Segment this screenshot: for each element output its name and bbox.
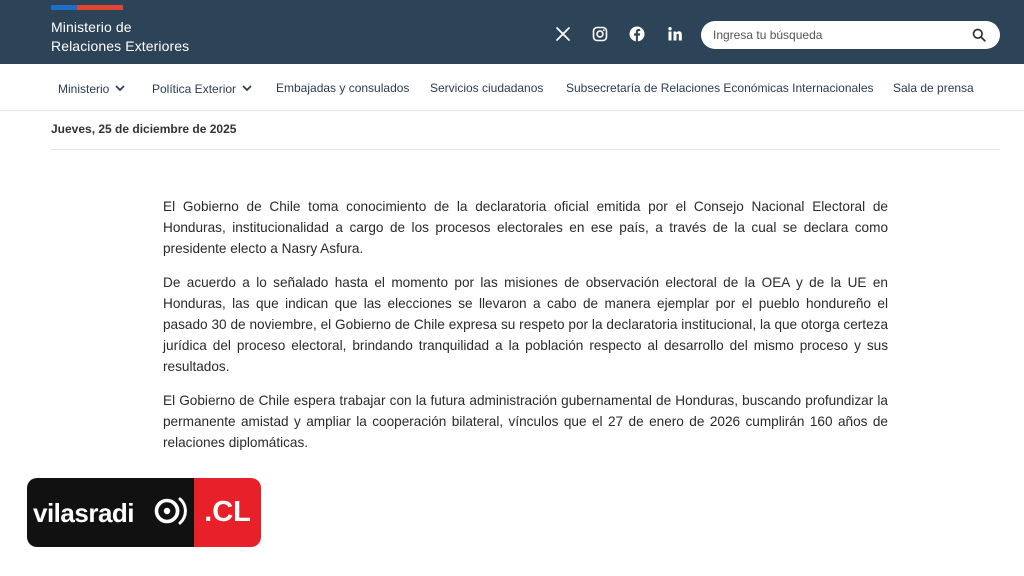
flag-stripe-blue	[51, 5, 77, 10]
facebook-icon[interactable]	[629, 26, 645, 42]
nav-item-servicios[interactable]: Servicios ciudadanos	[430, 81, 544, 95]
flag-stripe	[51, 5, 123, 10]
vilasradio-watermark	[27, 478, 261, 547]
divider	[51, 149, 1000, 150]
logo-line-1: Ministerio de	[51, 19, 132, 35]
watermark-brand: vilasradi	[33, 498, 135, 528]
nav-item-label: Política Exterior	[152, 82, 237, 96]
nav-item-sala-de-prensa[interactable]: Sala de prensa	[893, 81, 974, 95]
nav-item-politica-exterior[interactable]	[152, 81, 252, 96]
linkedin-icon[interactable]	[667, 26, 683, 42]
x-icon[interactable]	[555, 26, 571, 42]
site-header	[0, 0, 1024, 64]
flag-stripe-red	[77, 5, 123, 10]
watermark-suffix: .CL	[204, 496, 251, 528]
watermark-right-panel	[194, 478, 261, 547]
ministry-logo[interactable]	[51, 18, 189, 56]
main-nav	[0, 64, 1024, 111]
article-date: Jueves, 25 de diciembre de 2025	[51, 122, 237, 136]
radio-wave-icon	[153, 492, 189, 530]
article-paragraph: El Gobierno de Chile toma conocimiento de la declaratoria oficial emitida por el Consejo Nacional Electoral de Honduras, institucionalidad a cargo de los procesos electorales en ese país, a través de la cual se declara como presidente electo a Nasry Asfura.	[163, 199, 888, 256]
search-box	[701, 21, 1000, 49]
logo-line-2: Relaciones Exteriores	[51, 38, 190, 54]
chevron-down-icon	[242, 81, 252, 95]
nav-item-ministerio[interactable]	[58, 81, 125, 96]
chevron-down-icon	[115, 81, 125, 95]
nav-item-label: Ministerio	[58, 82, 110, 96]
article-paragraph: El Gobierno de Chile espera trabajar con la futura administración gubernamental de Honduras, buscando profundizar la permanente amistad y ampliar la cooperación bilateral, vínculos que el 27 de enero de 2026 cumplirán 160 años de relaciones diplomáticas.	[163, 393, 888, 450]
search-icon[interactable]	[972, 28, 986, 42]
article-body	[163, 196, 888, 466]
nav-item-subsecretaria[interactable]: Subsecretaría de Relaciones Económicas Internacionales	[566, 81, 874, 95]
search-input[interactable]	[713, 21, 963, 49]
watermark-left-panel	[27, 478, 194, 547]
article-paragraph: De acuerdo a lo señalado hasta el momento por las misiones de observación electoral de la OEA y de la UE en Honduras, las que indican que las elecciones se llevaron a cabo de manera ejemplar por el pueblo hondureño el pasado 30 de noviembre, el Gobierno de Chile expresa su respeto por la declaratoria institucional, la que otorga certeza jurídica del proceso electoral, brindando tranquilidad a la población respecto al desarrollo del mismo proceso y sus resultados.	[163, 275, 888, 374]
nav-item-embajadas[interactable]: Embajadas y consulados	[276, 81, 410, 95]
instagram-icon[interactable]	[592, 26, 608, 42]
